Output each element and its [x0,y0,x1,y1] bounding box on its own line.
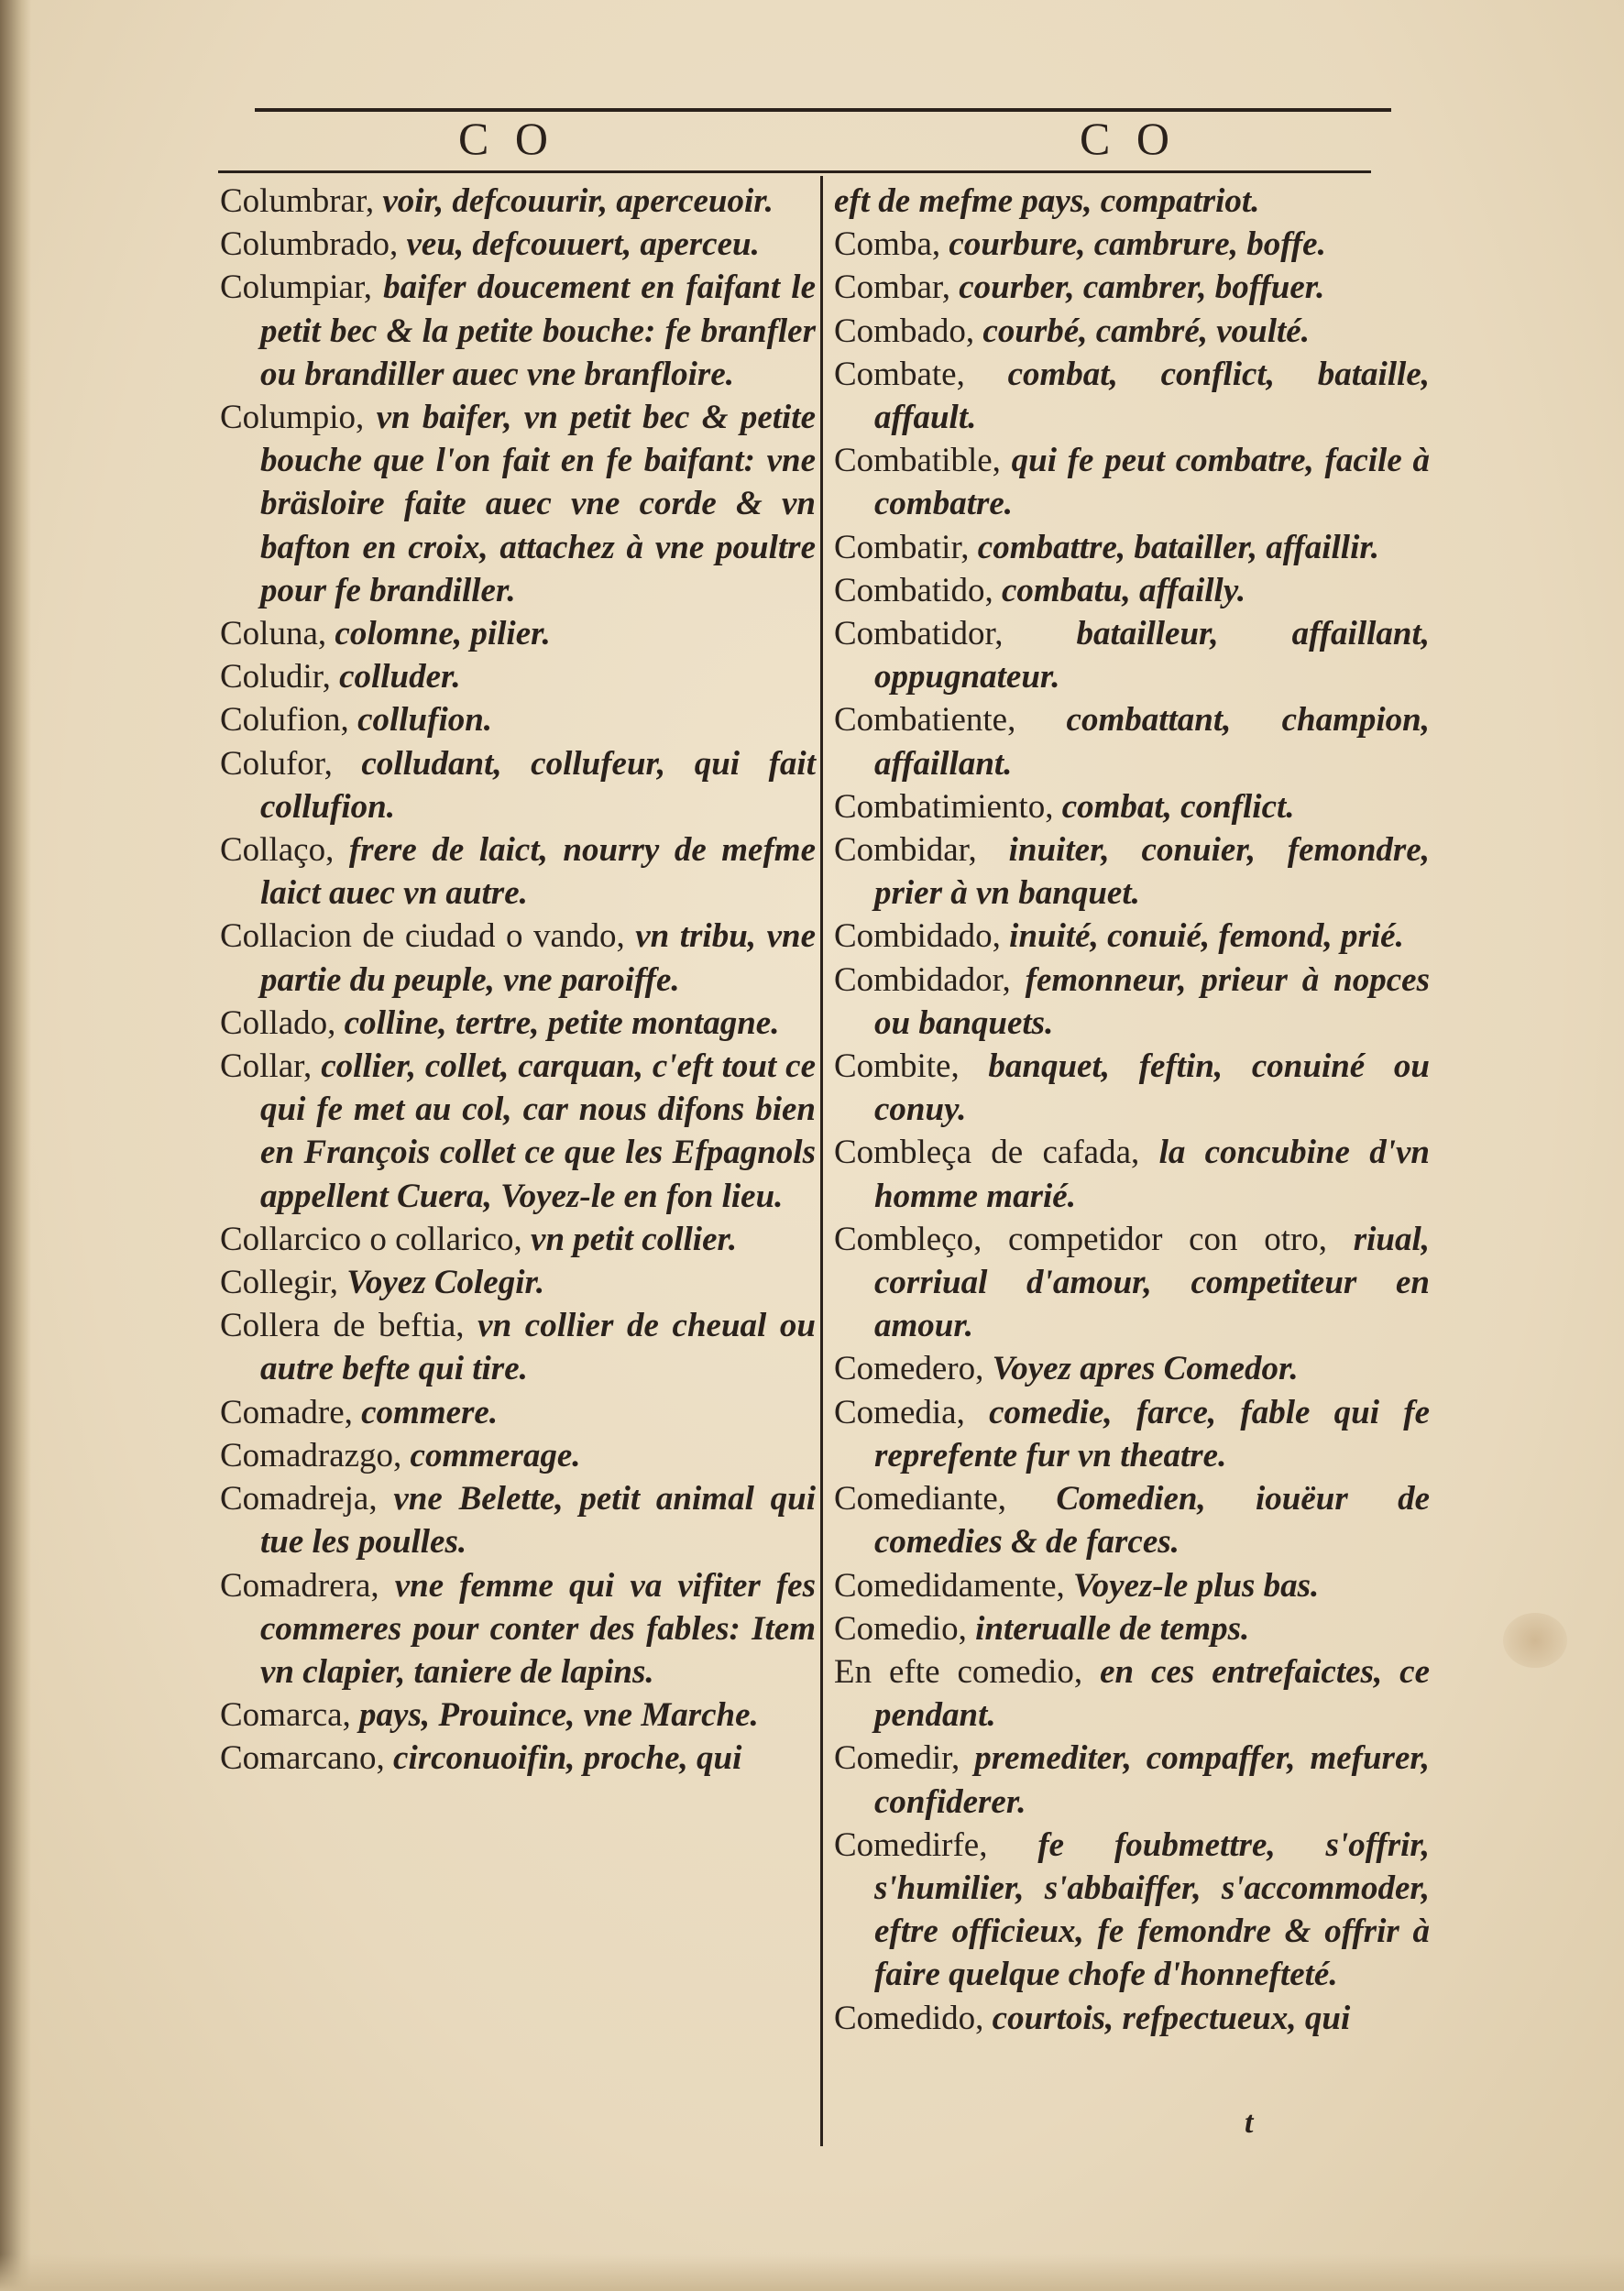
dictionary-entry [220,223,816,266]
entry-gloss: combattant, champion, affaillant. [874,701,1430,783]
entry-gloss: vn petit collier. [521,1220,738,1258]
entry-headword: Comedidamente, [834,1566,1065,1605]
dictionary-entry [834,785,1430,828]
column-divider [820,176,823,2146]
entry-gloss: vn baifer, vn petit bec & petite bouche que l'on fait en fe baifant: vne bräsloire faite auec vne corde & vn bafton en croix, attachez à vne poultre pour fe brandiller. [260,399,816,609]
dictionary-entry [220,698,816,741]
entry-headword: Columpio, [220,399,365,437]
dictionary-entry [834,1607,1430,1650]
entry-headword: Comarcano, [220,1739,385,1778]
entry-headword: Comadre, [220,1393,353,1431]
entry-headword: Comedido, [834,1999,984,2037]
entry-gloss: premediter, compaffer, mefurer, confiderer. [874,1739,1430,1821]
entry-gloss: eft de mefme pays, compatriot. [834,182,1260,220]
entry-headword: Coluna, [220,615,327,653]
dictionary-entry [220,1477,816,1563]
entry-headword: Collaço, [220,831,335,870]
entry-headword: Comadrazgo, [220,1436,402,1474]
running-head-left: C O [458,113,555,164]
dictionary-entry [834,612,1430,698]
entry-gloss: comedie, farce, fable qui fe reprefente fur vn theatre. [874,1393,1430,1474]
entry-gloss: commere. [352,1393,499,1431]
entry-headword: Comadrera, [220,1566,379,1605]
entry-gloss: colluder. [330,658,461,696]
dictionary-entry [834,1650,1430,1737]
entry-gloss: batailleur, affaillant, oppugnateur. [874,615,1430,696]
spine-shadow [0,0,31,2291]
entry-headword: Combatir, [834,528,970,566]
entry-gloss: veu, defcouuert, aperceu. [398,225,760,264]
entry-headword: Comarca, [220,1696,351,1735]
entry-headword: Combatiente, [834,701,1016,740]
dictionary-entry [834,1477,1430,1563]
entry-gloss: courbé, cambré, voulté. [974,312,1310,350]
dictionary-entry [220,1002,816,1045]
entry-headword: Comba, [834,225,941,264]
entry-gloss: banquet, feftin, conuiné ou conuy. [874,1047,1430,1129]
dictionary-entry [834,828,1430,915]
entry-headword: Collegir, [220,1264,339,1302]
dictionary-entry [220,915,816,1001]
entry-gloss: colomne, pilier. [326,615,551,653]
entry-headword: Comediante, [834,1480,1007,1518]
dictionary-entry [220,1304,816,1390]
dictionary-entry [220,180,816,223]
dictionary-entry [834,1564,1430,1607]
dictionary-entry [834,569,1430,612]
entry-gloss: combat, conflict, bataille, affault. [874,355,1430,437]
entry-headword: Colufor, [220,744,333,783]
entry-gloss: interualle de temps. [966,1609,1250,1648]
entry-headword: Collarcico o collarico, [220,1220,522,1258]
page-edge-shadow [0,2254,1624,2291]
dictionary-entry [834,959,1430,1045]
entry-gloss: Voyez Colegir. [338,1264,545,1302]
entry-headword: Collacion de ciudad o vando, [220,917,625,956]
entry-gloss: colline, tertre, petite montagne. [335,1003,780,1042]
entry-gloss: inuité, conuié, femond, prié. [1000,917,1404,956]
entry-gloss: en ces entrefaictes, ce pendant. [874,1652,1430,1735]
entry-headword: Combatible, [834,442,1001,480]
entry-headword: En efte comedio, [834,1652,1083,1691]
header-underline [218,170,1371,173]
entry-gloss: courtois, refpectueux, qui [983,1999,1351,2037]
entry-headword: Columpiar, [220,269,373,307]
header-rule [255,108,1391,112]
entry-gloss: combattre, batailler, affaillir. [969,528,1379,566]
dictionary-entry [220,1261,816,1304]
entry-gloss: Voyez-le plus bas. [1064,1566,1320,1605]
entry-headword: Combar, [834,269,950,307]
entry-headword: Comedero, [834,1350,984,1388]
entry-headword: Comedio, [834,1609,967,1648]
entry-gloss: qui fe peut combatre, facile à combatre. [874,442,1430,523]
entry-headword: Combidar, [834,831,977,870]
entry-gloss: voir, defcouurir, aperceuoir. [374,182,774,220]
entry-headword: Combatidor, [834,615,1004,653]
entry-headword: Colufion, [220,701,349,740]
paper-stain [1503,1613,1567,1668]
entry-gloss: Voyez apres Comedor. [983,1350,1299,1388]
entry-headword: Combidador, [834,960,1011,999]
entry-gloss: Comedien, iouëur de comedies & de farces. [874,1480,1430,1562]
entry-headword: Combate, [834,355,965,393]
entry-gloss: femonneur, prieur à nopces ou banquets. [874,960,1430,1042]
entry-headword: Comedir, [834,1739,960,1778]
dictionary-entry [834,1824,1430,1997]
dictionary-entry [834,1997,1430,2040]
entry-headword: Comedia, [834,1393,965,1431]
entry-headword: Coludir, [220,658,331,696]
entry-headword: Collera de beftia, [220,1307,465,1345]
entry-headword: Combatido, [834,571,993,609]
dictionary-entry [834,915,1430,958]
dictionary-entry [834,1347,1430,1390]
dictionary-entry [834,526,1430,569]
right-column [834,180,1430,2040]
entry-headword: Combidado, [834,917,1001,956]
entry-headword: Columbrar, [220,182,375,220]
dictionary-entry [834,1391,1430,1477]
entry-gloss: la concubine d'vn homme marié. [874,1134,1430,1215]
entry-gloss: frere de laict, nourry de mefme laict auec vn autre. [260,831,816,913]
dictionary-entry [834,1737,1430,1823]
entry-headword: Combado, [834,312,975,350]
entry-gloss: collier, collet, carquan, c'eft tout ce qui fe met au col, car nous difons bien en François collet ce que les Efpagnols appellent Cuera, Voyez-le en fon lieu. [260,1047,816,1215]
entry-headword: Combite, [834,1047,960,1086]
dictionary-entry [220,1694,816,1737]
dictionary-entry [834,180,1430,223]
dictionary-entry [834,698,1430,784]
dictionary-entry [220,612,816,655]
dictionary-entry [220,1391,816,1434]
entry-gloss: combat, conflict. [1053,787,1295,826]
entry-headword: Combleça de cafada, [834,1134,1140,1172]
entry-gloss: combatu, affailly. [993,571,1246,609]
dictionary-entry [834,266,1430,309]
left-column [220,180,816,1781]
entry-headword: Columbrado, [220,225,399,264]
dictionary-entry [834,310,1430,353]
dictionary-entry [834,1131,1430,1217]
entry-headword: Comadreja, [220,1480,378,1518]
dictionary-entry [220,396,816,612]
dictionary-entry [220,1737,816,1780]
entry-gloss: vne Belette, petit animal qui tue les poulles. [260,1480,816,1562]
running-head-right: C O [1080,113,1177,164]
entry-gloss: circonuoifin, proche, qui [384,1739,742,1778]
catchword: t [1245,2106,1254,2140]
dictionary-entry [220,1218,816,1261]
dictionary-entry [834,1045,1430,1131]
entry-gloss: vne femme qui va vifiter fes commeres pour conter des fables: Item vn clapier, taniere de lapins. [260,1566,816,1691]
dictionary-entry [220,742,816,828]
entry-gloss: courbure, cambrure, boffe. [940,225,1326,264]
dictionary-entry [834,1218,1430,1348]
dictionary-entry [220,655,816,698]
entry-headword: Combatimiento, [834,787,1054,826]
entry-headword: Collar, [220,1047,313,1086]
dictionary-entry [220,1434,816,1477]
entry-gloss: commerage. [401,1436,581,1474]
entry-gloss: courber, cambrer, boffuer. [949,269,1325,307]
dictionary-entry [834,223,1430,266]
dictionary-entry [834,353,1430,439]
entry-gloss: baifer doucement en faifant le petit bec & la petite bouche: fe branfler ou brandiller auec vne branfloire. [260,269,816,393]
entry-gloss: riual, corriual d'amour, competiteur en amour. [874,1220,1430,1345]
dictionary-entry [834,439,1430,525]
entry-gloss: pays, Prouince, vne Marche. [350,1696,759,1735]
entry-gloss: collufion. [348,701,493,740]
entry-headword: Collado, [220,1003,336,1042]
entry-headword: Combleço, competidor con otro, [834,1220,1328,1258]
entry-gloss: colludant, collufeur, qui fait collufion. [260,744,816,826]
entry-gloss: fe foubmettre, s'offrir, s'humilier, s'abbaiffer, s'accommoder, eftre officieux, fe femondre & offrir à faire quelque chofe d'honnefteté. [874,1825,1430,1994]
entry-gloss: vn tribu, vne partie du peuple, vne paroiffe. [260,917,816,999]
dictionary-entry [220,266,816,396]
dictionary-entry [220,1045,816,1218]
dictionary-entry [220,1564,816,1694]
entry-headword: Comedirfe, [834,1825,988,1864]
dictionary-entry [220,828,816,915]
entry-gloss: vn collier de cheual ou autre befte qui tire. [260,1307,816,1388]
entry-gloss: inuiter, conuier, femondre, prier à vn banquet. [874,831,1430,913]
